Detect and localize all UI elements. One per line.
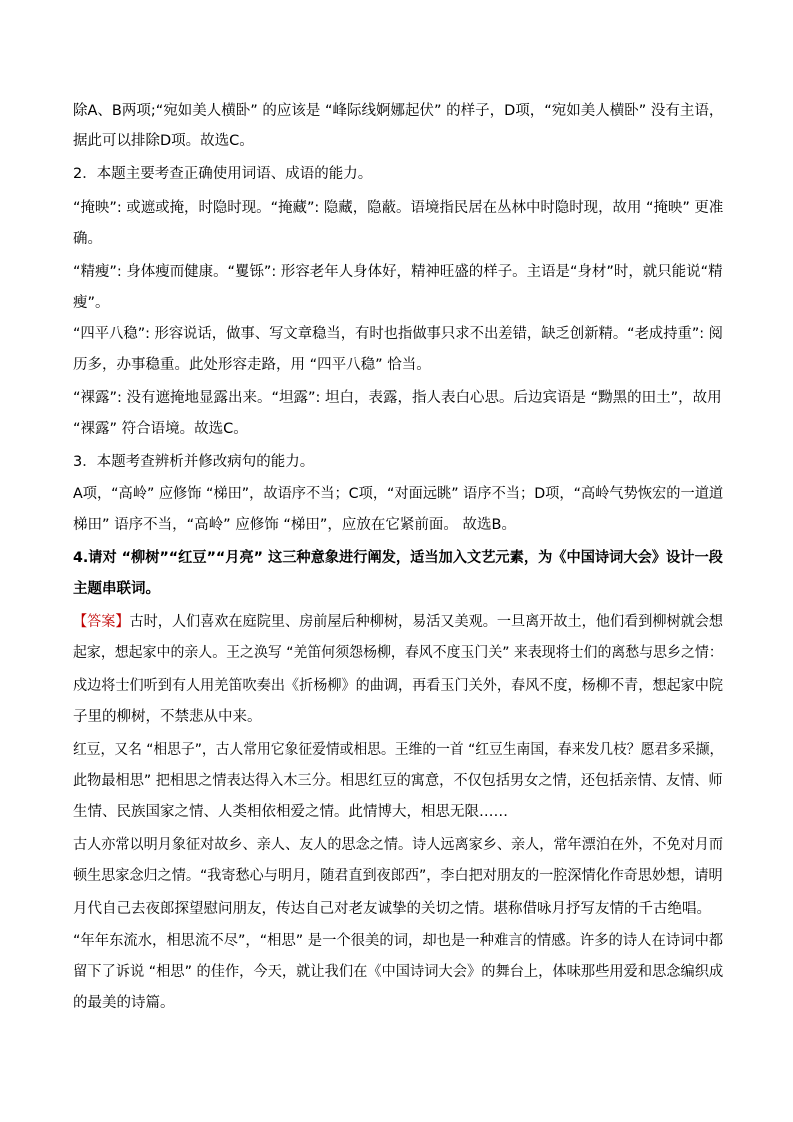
- text-line: 古时，人们喜欢在庭院里、房前屋后种柳树，易活又美观。一旦离开故土，他们看到柳树就会想: [129, 614, 723, 630]
- text-line: 此物最相思” 把相思之情表达得入木三分。相思红豆的寓意，不仅包括男女之情，还包括亲情、友情、师: [73, 773, 723, 789]
- text-line: 起家，想起家中的亲人。王之涣写 “羌笛何须怨杨柳，春风不度玉门关” 来表现将士们的离愁与思乡之情：: [73, 645, 723, 661]
- text-line: “裸露” 符合语境。故选C。: [73, 421, 248, 437]
- text-line: 古人亦常以明月象征对故乡、亲人、友人的思念之情。诗人远离家乡、亲人，常年漂泊在外，不免对月而: [73, 837, 723, 853]
- text-line: 据此可以排除D项。故选C。: [73, 133, 254, 149]
- text-line: 梯田” 语序不当，“高岭” 应修饰 “梯田”，应放在它紧前面。 故选B。: [73, 517, 516, 533]
- text-line: 顿生思家念归之情。“我寄愁心与明月，随君直到夜郎西”，李白把对朋友的一腔深情化作奇思妙想，请明: [73, 868, 723, 884]
- text-line: “裸露”: 没有遮掩地显露出来。“坦露”: 坦白，表露，指人表白心思。后边宾语是 “黝黑的田土”，故用: [73, 390, 722, 406]
- text-line: 生情、民族国家之情、人类相依相爱之情。此情博大，相思无限……: [73, 804, 508, 820]
- text-line: A项，“高岭” 应修饰 “梯田”，故语序不当；C项，“对面远眺” 语序不当；D项，“高岭气势恢宏的一道道: [73, 486, 724, 502]
- text-line: 红豆，又名 “相思子”，古人常用它象征爱情或相思。王维的一首 “红豆生南国，春来发几枝？愿君多采撷，: [73, 742, 724, 758]
- text-line: 瘦”。: [73, 295, 110, 311]
- question-heading: 主题串联词。: [73, 581, 160, 597]
- text-line: 留下了诉说 “相思” 的佳作，今天，就让我们在《中国诗词大会》的舞台上，体味那些用爱和思念编织成: [73, 964, 724, 980]
- text-line: “年年东流水，相思流不尽”，“相思” 是一个很美的词，却也是一种难言的情感。许多的诗人在诗词中都: [73, 933, 724, 949]
- text-line: 确。: [73, 231, 102, 247]
- text-line: 3．本题考查辨析并修改病句的能力。: [73, 454, 315, 470]
- text-line: 除A、B两项;“宛如美人横卧” 的应该是 “峰际线婀娜起伏” 的样子，D项，“宛如美人横卧” 没有主语，: [73, 103, 724, 119]
- text-line: 2．本题主要考查正确使用词语、成语的能力。: [73, 166, 373, 182]
- text-line: 的最美的诗篇。: [73, 995, 175, 1011]
- question-heading: 4.请对 “柳树”“红豆”“月亮” 这三种意象进行阐发，适当加入文艺元素，为《中国诗词大会》设计一段: [73, 550, 723, 566]
- answer-paragraph: [73, 612, 723, 632]
- text-line: “四平八稳”: 形容说话，做事、写文章稳当，有时也指做事只求不出差错，缺乏创新精。“老成持重”: 阅: [73, 326, 724, 342]
- text-line: “掩映”: 或遮或掩，时隐时现。“掩藏”: 隐藏，隐蔽。语境指民居在丛林中时隐时现，故用 “掩映” 更准: [73, 200, 724, 216]
- text-line: 戍边将士们听到有人用羌笛吹奏出《折杨柳》的曲调，再看玉门关外，春风不度，杨柳不青，想起家中院: [73, 678, 723, 694]
- text-line: 子里的柳树，不禁悲从中来。: [73, 709, 262, 725]
- answer-tag: 【答案】: [73, 614, 130, 630]
- text-line: 历多，办事稳重。此处形容走路，用 “四平八稳” 恰当。: [73, 357, 431, 373]
- text-line: “精瘦”: 身体瘦而健康。“矍铄”: 形容老年人身体好，精神旺盛的样子。主语是“身材”时，就只能说“精: [73, 264, 723, 280]
- text-line: 月代自己去夜郎探望慰问朋友，传达自己对老友诚挚的关切之情。堪称借咏月抒写友情的千古绝唱。: [73, 901, 711, 917]
